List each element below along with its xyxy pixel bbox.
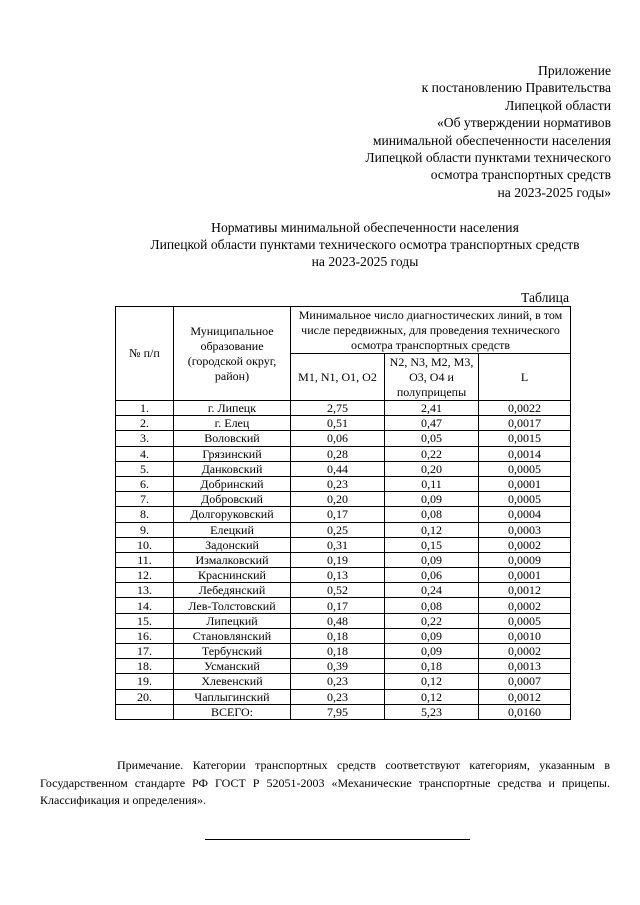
cell-col1: 0,17 xyxy=(291,507,385,522)
cell-col3: 0,0005 xyxy=(479,461,571,476)
cell-col3: 0,0014 xyxy=(479,446,571,461)
header-col2: N2, N3, M2, M3, O3, O4 и полуприцепы xyxy=(385,354,479,401)
cell-municipality: Добровский xyxy=(174,492,291,507)
cell-col1: 0,18 xyxy=(291,644,385,659)
cell-municipality: Измалковский xyxy=(174,552,291,567)
cell-col3: 0,0003 xyxy=(479,522,571,537)
cell-col2: 0,09 xyxy=(385,492,479,507)
cell-num: 3. xyxy=(116,431,174,446)
cell-col1: 0,23 xyxy=(291,689,385,704)
table-row xyxy=(116,416,571,431)
norms-table xyxy=(115,306,571,720)
cell-col3: 0,0005 xyxy=(479,613,571,628)
table-row xyxy=(116,659,571,674)
cell-num: 15. xyxy=(116,613,174,628)
cell-num: 20. xyxy=(116,689,174,704)
cell-municipality: Становлянский xyxy=(174,628,291,643)
cell-municipality: Долгоруковский xyxy=(174,507,291,522)
cell-col1: 0,52 xyxy=(291,583,385,598)
bottom-rule xyxy=(205,839,470,840)
cell-col1: 0,39 xyxy=(291,659,385,674)
cell-col3: 0,0002 xyxy=(479,598,571,613)
cell-col3: 0,0010 xyxy=(479,628,571,643)
appendix-line: Липецкой области xyxy=(505,97,611,113)
cell-num: 6. xyxy=(116,476,174,491)
cell-col3: 0,0013 xyxy=(479,659,571,674)
cell-col1: 0,23 xyxy=(291,476,385,491)
cell-municipality: Лев-Толстовский xyxy=(174,598,291,613)
cell-num: 2. xyxy=(116,416,174,431)
cell-municipality: Лебедянский xyxy=(174,583,291,598)
cell-col3: 0,0002 xyxy=(479,644,571,659)
cell-col3: 0,0004 xyxy=(479,507,571,522)
table-row xyxy=(116,613,571,628)
cell-col1: 0,13 xyxy=(291,568,385,583)
cell-num: 8. xyxy=(116,507,174,522)
cell-col3: 0,0160 xyxy=(479,704,571,719)
table-row xyxy=(116,401,571,416)
cell-col1: 0,48 xyxy=(291,613,385,628)
cell-col3: 0,0005 xyxy=(479,492,571,507)
cell-col2: 0,22 xyxy=(385,613,479,628)
cell-col3: 0,0022 xyxy=(479,401,571,416)
appendix-line: «Об утверждении нормативов xyxy=(436,115,611,131)
cell-municipality: Грязинский xyxy=(174,446,291,461)
cell-municipality: ВСЕГО: xyxy=(174,704,291,719)
cell-col2: 0,12 xyxy=(385,522,479,537)
header-num: № п/п xyxy=(116,307,174,401)
cell-num: 11. xyxy=(116,552,174,567)
title-line: Липецкой области пунктами технического осмотра транспортных средств xyxy=(150,237,580,252)
cell-num: 9. xyxy=(116,522,174,537)
cell-num: 7. xyxy=(116,492,174,507)
cell-col3: 0,0009 xyxy=(479,552,571,567)
cell-col2: 5,23 xyxy=(385,704,479,719)
cell-col2: 0,20 xyxy=(385,461,479,476)
cell-col1: 0,20 xyxy=(291,492,385,507)
note-paragraph: Примечание. Категории транспортных средств соответствуют категориям, указанным в Государственном стандарте РФ ГОСТ Р 52051-2003 «Механические транспортные средства и прицепы. Классификация и определения». xyxy=(40,758,610,807)
cell-municipality: Воловский xyxy=(174,431,291,446)
cell-col2: 0,11 xyxy=(385,476,479,491)
cell-col1: 0,51 xyxy=(291,416,385,431)
table-row xyxy=(116,431,571,446)
cell-col1: 0,06 xyxy=(291,431,385,446)
header-col1: M1, N1, O1, O2 xyxy=(291,354,385,401)
cell-col3: 0,0001 xyxy=(479,568,571,583)
table-row xyxy=(116,446,571,461)
cell-municipality: г. Липецк xyxy=(174,401,291,416)
cell-num xyxy=(116,704,174,719)
appendix-line: Липецкой области пунктами технического xyxy=(365,150,611,166)
appendix-block xyxy=(365,62,611,201)
appendix-line: на 2023-2025 годы» xyxy=(497,184,611,200)
cell-col1: 0,44 xyxy=(291,461,385,476)
cell-col2: 0,47 xyxy=(385,416,479,431)
cell-col1: 0,18 xyxy=(291,628,385,643)
appendix-line: Приложение xyxy=(538,63,611,78)
cell-municipality: Липецкий xyxy=(174,613,291,628)
cell-col1: 0,23 xyxy=(291,674,385,689)
cell-col2: 0,08 xyxy=(385,598,479,613)
cell-col2: 0,15 xyxy=(385,537,479,552)
cell-col3: 0,0015 xyxy=(479,431,571,446)
cell-col3: 0,0007 xyxy=(479,674,571,689)
cell-municipality: Хлевенский xyxy=(174,674,291,689)
cell-col2: 0,09 xyxy=(385,644,479,659)
cell-num: 17. xyxy=(116,644,174,659)
table-row xyxy=(116,583,571,598)
cell-col1: 0,31 xyxy=(291,537,385,552)
cell-col2: 0,22 xyxy=(385,446,479,461)
title-line: Нормативы минимальной обеспеченности населения xyxy=(211,220,519,235)
table-row xyxy=(116,674,571,689)
cell-col1: 0,17 xyxy=(291,598,385,613)
cell-col2: 0,24 xyxy=(385,583,479,598)
cell-col3: 0,0002 xyxy=(479,537,571,552)
cell-col2: 0,09 xyxy=(385,552,479,567)
cell-num: 19. xyxy=(116,674,174,689)
appendix-line: к постановлению Правительства xyxy=(421,80,611,96)
cell-col1: 7,95 xyxy=(291,704,385,719)
table-row xyxy=(116,537,571,552)
appendix-line: осмотра транспортных средств xyxy=(430,167,611,183)
table-row xyxy=(116,628,571,643)
cell-municipality: Задонский xyxy=(174,537,291,552)
cell-municipality: Тербунский xyxy=(174,644,291,659)
cell-col2: 0,18 xyxy=(385,659,479,674)
title-line: на 2023-2025 годы xyxy=(311,254,419,269)
cell-num: 16. xyxy=(116,628,174,643)
cell-col3: 0,0012 xyxy=(479,583,571,598)
table-row xyxy=(116,598,571,613)
table-row xyxy=(116,507,571,522)
cell-col3: 0,0017 xyxy=(479,416,571,431)
cell-col2: 0,09 xyxy=(385,628,479,643)
appendix-line: минимальной обеспеченности населения xyxy=(372,132,611,148)
table-row xyxy=(116,492,571,507)
cell-col1: 0,28 xyxy=(291,446,385,461)
cell-num: 4. xyxy=(116,446,174,461)
cell-municipality: Добринский xyxy=(174,476,291,491)
cell-num: 5. xyxy=(116,461,174,476)
table-row xyxy=(116,644,571,659)
cell-col2: 0,12 xyxy=(385,674,479,689)
table-row xyxy=(116,552,571,567)
cell-col2: 0,12 xyxy=(385,689,479,704)
cell-municipality: г. Елец xyxy=(174,416,291,431)
cell-col1: 0,25 xyxy=(291,522,385,537)
cell-num: 14. xyxy=(116,598,174,613)
header-col3: L xyxy=(479,354,571,401)
cell-num: 13. xyxy=(116,583,174,598)
header-municipality: Муниципальное образование (городской округ, район) xyxy=(174,307,291,401)
table-caption: Таблица xyxy=(521,290,569,305)
cell-num: 18. xyxy=(116,659,174,674)
cell-col1: 2,75 xyxy=(291,401,385,416)
cell-col2: 0,06 xyxy=(385,568,479,583)
cell-municipality: Елецкий xyxy=(174,522,291,537)
cell-num: 10. xyxy=(116,537,174,552)
table-row xyxy=(116,568,571,583)
cell-municipality: Чаплыгинский xyxy=(174,689,291,704)
cell-municipality: Усманский xyxy=(174,659,291,674)
cell-municipality: Краснинский xyxy=(174,568,291,583)
document-title xyxy=(0,219,640,270)
cell-col2: 2,41 xyxy=(385,401,479,416)
cell-col3: 0,0001 xyxy=(479,476,571,491)
table-row xyxy=(116,704,571,719)
cell-col2: 0,08 xyxy=(385,507,479,522)
header-group: Минимальное число диагностических линий, в том числе передвижных, для проведения технического осмотра транспортных средств xyxy=(291,307,571,354)
table-row xyxy=(116,461,571,476)
cell-num: 12. xyxy=(116,568,174,583)
cell-col1: 0,19 xyxy=(291,552,385,567)
table-row xyxy=(116,522,571,537)
cell-col3: 0,0012 xyxy=(479,689,571,704)
cell-col2: 0,05 xyxy=(385,431,479,446)
cell-municipality: Данковский xyxy=(174,461,291,476)
cell-num: 1. xyxy=(116,401,174,416)
table-row xyxy=(116,476,571,491)
table-row xyxy=(116,689,571,704)
